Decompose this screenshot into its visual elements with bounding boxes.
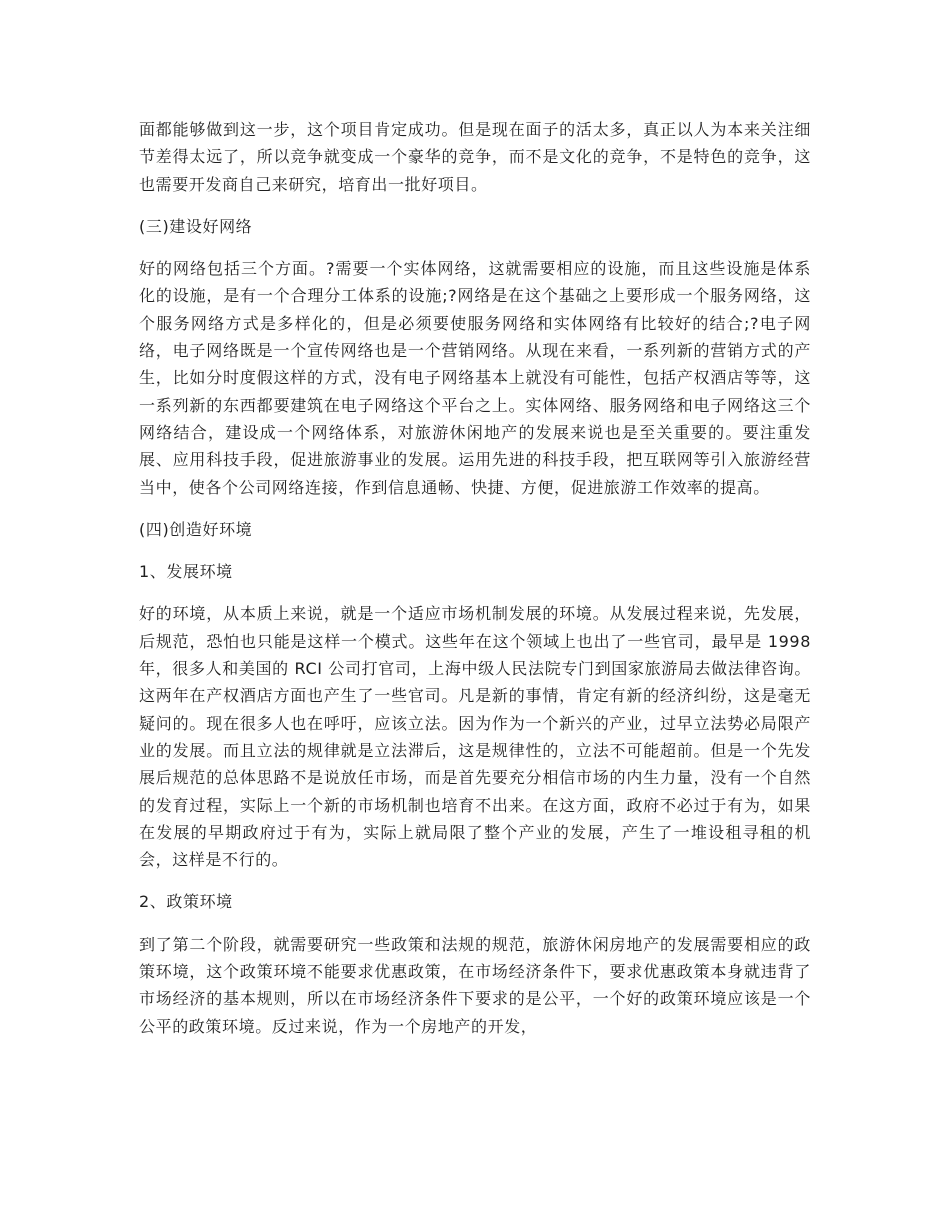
paragraph: 好的网络包括三个方面。?需要一个实体网络，这就需要相应的设施，而且这些设施是体系化的设施，是有一个合理分工体系的设施;?网络是在这个基础之上要形成一个服务网络，这个服务网络方式是多样化的，但是必须要使服务网络和实体网络有比较好的结合;?电子网络，电子网络既是一个宣传网络也是一个营销网络。从现在来看，一系列新的营销方式的产生，比如分时度假这样的方式，没有电子网络基本上就没有可能性，包括产权酒店等等，这一系列新的东西都要建筑在电子网络这个平台之上。实体网络、服务网络和电子网络这三个网络结合，建设成一个网络体系，对旅游休闲地产的发展来说也是至关重要的。要注重发展、应用科技手段，促进旅游事业的发展。运用先进的科技手段，把互联网等引入旅游经营当中，使各个公司网络连接，作到信息通畅、快捷、方便，促进旅游工作效率的提高。 <box>139 259 811 497</box>
paragraph: 好的环境，从本质上来说，就是一个适应市场机制发展的环境。从发展过程来说，先发展，后规范，恐怕也只能是这样一个模式。这些年在这个领域上也出了一些官司，最早是 1998 年，很多人和美国的 RCI 公司打官司，上海中级人民法院专门到国家旅游局去做法律咨询。这两年在产权酒店方面也产生了一些官司。凡是新的事情，肯定有新的经济纠纷，这是毫无疑问的。现在很多人也在呼吁，应该立法。因为作为一个新兴的产业，过早立法势必局限产业的发展。而且立法的规律就是立法滞后，这是规律性的，立法不可能超前。但是一个先发展后规范的总体思路不是说放任市场，而是首先要充分相信市场的内生力量，没有一个自然的发育过程，实际上一个新的市场机制也培育不出来。在这方面，政府不必过于有为，如果在发展的早期政府过于有为，实际上就局限了整个产业的发展，产生了一堆设租寻租的机会，这样是不行的。 <box>139 604 811 870</box>
section-heading: (四)创造好环境 <box>139 519 253 539</box>
paragraph: 到了第二个阶段，就需要研究一些政策和法规的规范，旅游休闲房地产的发展需要相应的政策环境，这个政策环境不能要求优惠政策，在市场经济条件下，要求优惠政策本身就违背了市场经济的基本规则，所以在市场经济条件下要求的是公平，一个好的政策环境应该是一个公平的政策环境。反过来说，作为一个房地产的开发， <box>139 934 811 1036</box>
subsection-heading: 2、政策环境 <box>139 892 233 912</box>
paragraph: 面都能够做到这一步，这个项目肯定成功。但是现在面子的活太多，真正以人为本来关注细节差得太远了，所以竞争就变成一个豪华的竞争，而不是文化的竞争，不是特色的竞争，这也需要开发商自己来研究，培育出一批好项目。 <box>139 120 811 194</box>
subsection-heading: 1、发展环境 <box>139 562 233 582</box>
section-heading: (三)建设好网络 <box>139 216 253 236</box>
document-page <box>139 116 811 1055</box>
